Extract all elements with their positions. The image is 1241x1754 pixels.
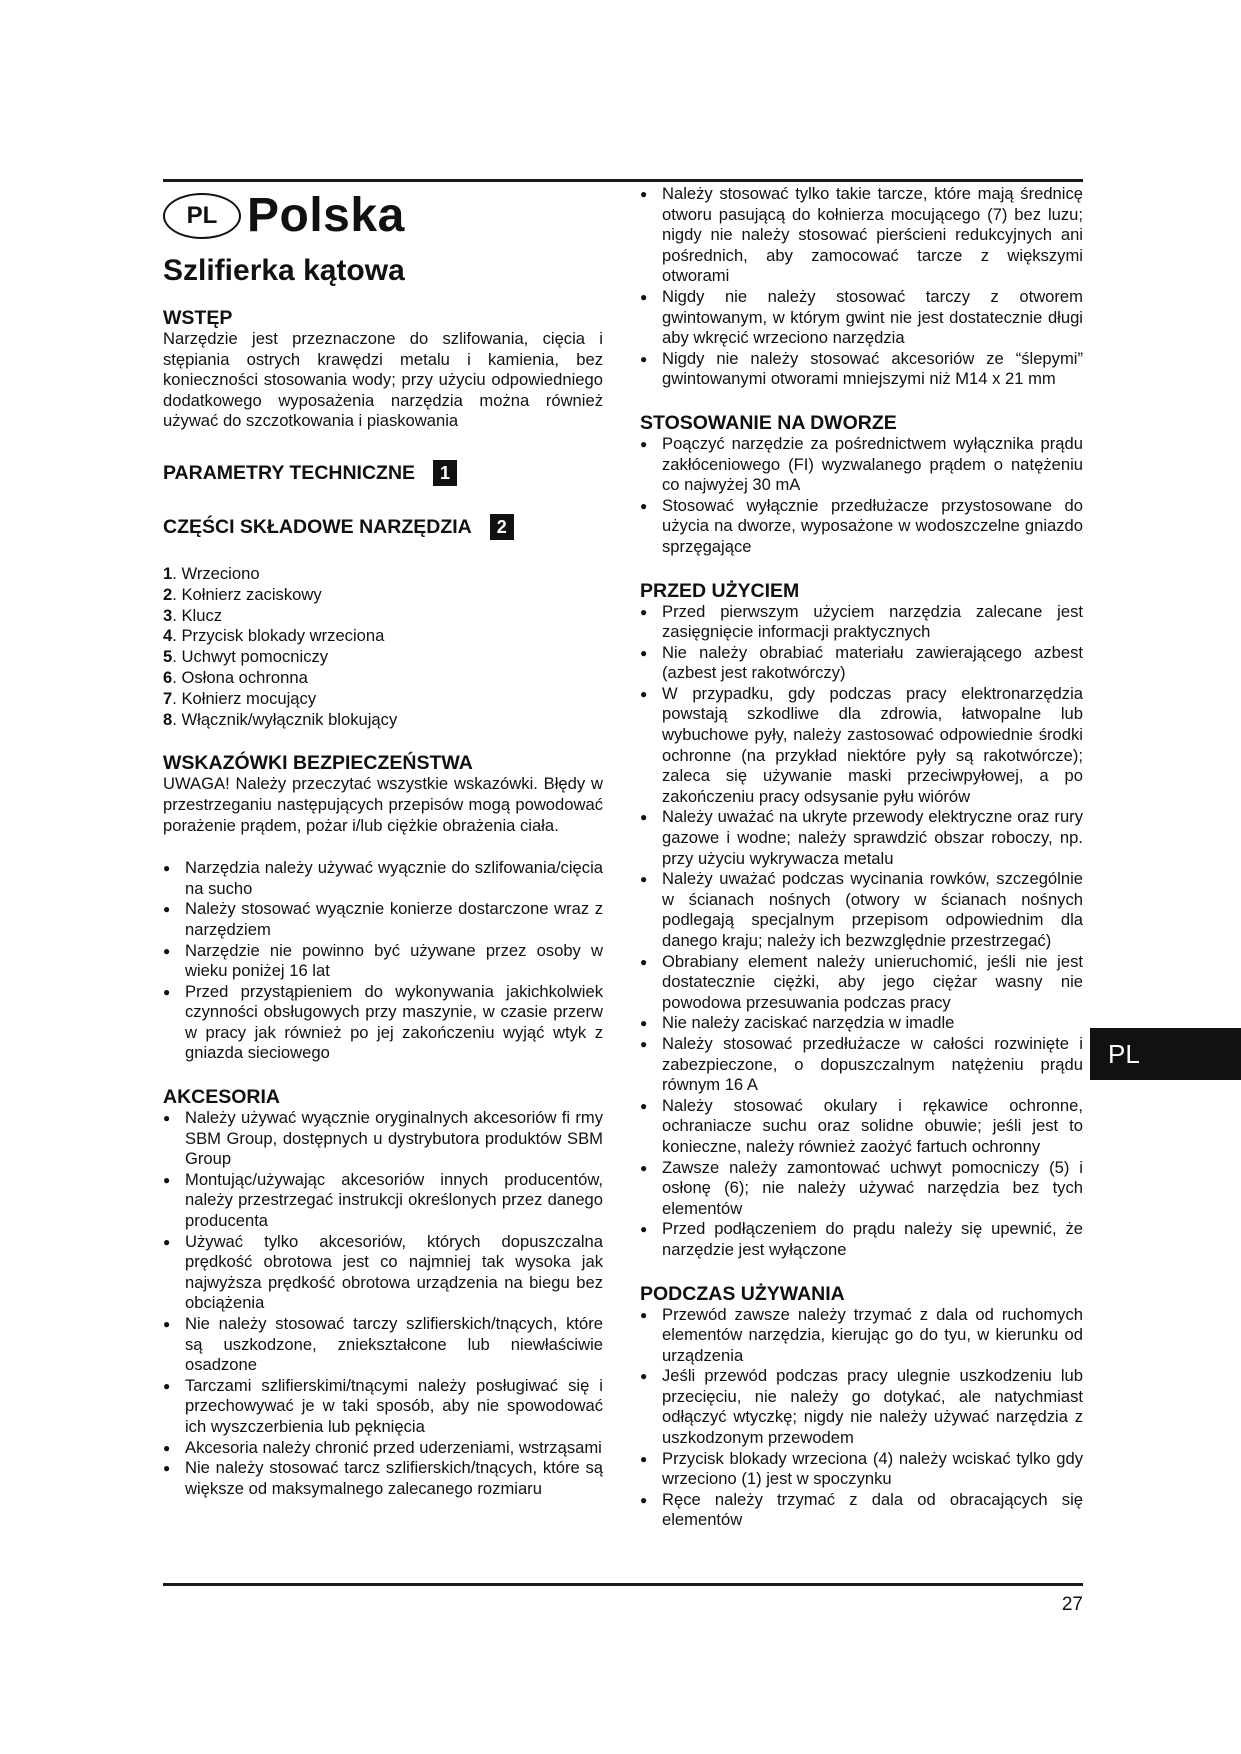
accessories-list-item: ● Należy używać wyącznie oryginalnych akcesoriów fi rmy SBM Group, dostępnych u dystrybutora produktów SBM Group [163, 1108, 603, 1170]
accessories-list-item: ● Należy stosować tylko takie tarcze, które mają średnicę otworu pasującą do kołnierza mocującego (7) bez luzu; nigdy nie należy stosować pierścieni redukcyjnych ani pośrednich, aby zamocować tarcze z większymi otworami [640, 184, 1083, 287]
before-use-list-item: ● Nie należy zaciskać narzędzia w imadle [640, 1013, 1083, 1034]
page-title: Szlifierka kątowa [163, 254, 405, 287]
before-use-list-item: ● W przypadku, gdy podczas pracy elektronarzędzia powstają szkodliwe dla zdrowia, łatwopalne lub wybuchowe pyły, należy zastosować odpowiednie środki ochronne (na przykład niektóre pyły są rakotwórcze); zaleca się używanie maski przeciwpyłowej, a po zakończeniu pracy odsysanie pyłu wiórów [640, 684, 1083, 808]
during-use-list-item: ● Przycisk blokady wrzeciona (4) należy wciskać tylko gdy wrzeciono (1) jest w spoczynku [640, 1449, 1083, 1490]
wstep-text: Narzędzie jest przeznaczone do szlifowania, cięcia i stępiania ostrych krawędzi metalu i kamienia, bez konieczności stosowania wody; przy użyciu odpowiedniego dodatkowego wyposażenia narzędzia można również używać do szczotkowania i piaskowania [163, 329, 603, 431]
before-use-list-item: ● Należy uważać podczas wycinania rowków, szczególnie w ścianach nośnych (otwory w ścianach nośnych podlegają specjalnym przepisom odpowiednim dla danego kraju; należy ich bezwzględnie przestrzegać) [640, 869, 1083, 951]
language-code-badge: PL [163, 193, 241, 239]
section-heading-przed: PRZED UŻYCIEM [640, 579, 800, 602]
right-column [640, 184, 1083, 1531]
during-use-list-item: ● Ręce należy trzymać z dala od obracających się elementów [640, 1490, 1083, 1531]
before-use-list [640, 602, 1083, 1261]
figure-reference-badge: 2 [490, 514, 514, 540]
before-use-list-item: ● Nie należy obrabiać materiału zawierającego azbest (azbest jest rakotwórczy) [640, 643, 1083, 684]
parts-list-item: 1. Wrzeciono [163, 563, 260, 583]
before-use-list-item: ● Należy stosować przedłużacze w całości rozwinięte i zabezpieczone, o dopuszczalnym natężeniu prądu równym 16 A [640, 1034, 1083, 1096]
safety-list-item: ● Narzędzie nie powinno być używane przez osoby w wieku poniżej 16 lat [163, 941, 603, 982]
outdoor-list-item: ● Stosować wyłącznie przedłużacze przystosowane do użycia na dworze, wyposażone w wodoszczelne gniazdo sprzęgające [640, 496, 1083, 558]
parts-list-item: 3. Klucz [163, 605, 223, 625]
outdoor-list [640, 434, 1083, 558]
figure-reference-badge: 1 [433, 460, 457, 486]
accessories-list-item: ● Nie należy stosować tarczy szlifierskich/tnących, które są uszkodzone, zniekształcone lub niewłaściwie osadzone [163, 1314, 603, 1376]
before-use-list-item: ● Przed pierwszym użyciem narzędzia zalecane jest zasięgnięcie informacji praktycznych [640, 602, 1083, 643]
parts-list-item: 7. Kołnierz mocujący [163, 688, 317, 708]
accessories-list-item: ● Akcesoria należy chronić przed uderzeniami, wstrząsami [163, 1438, 603, 1459]
before-use-list-item: ● Obrabiany element należy unieruchomić, jeśli nie jest dostatecznie ciężki, aby jego ciężar wasny nie powodowa przesuwania podczas pracy [640, 952, 1083, 1014]
accessories-list-item: ● Używać tylko akcesoriów, których dopuszczalna prędkość obrotowa jest co najmniej tak wysoka jak najwyższa prędkość obrotowa urządzenia na biegu bez obciążenia [163, 1232, 603, 1314]
accessories-continued-list [640, 184, 1083, 390]
accessories-list-item: ● Nigdy nie należy stosować akcesoriów ze “ślepymi” gwintowanymi otworami mniejszymi niż M14 x 21 mm [640, 349, 1083, 390]
safety-list-item: ● Należy stosować wyącznie konierze dostarczone wraz z narzędziem [163, 899, 603, 940]
accessories-list-item: ● Nie należy stosować tarcz szlifierskich/tnących, które są większe od maksymalnego zalecanego rozmiaru [163, 1458, 603, 1499]
accessories-list-item: ● Tarczami szlifierskimi/tnącymi należy posługiwać się i przechowywać je w taki sposób, aby nie spowodować ich wyszczerbienia lub pęknięcia [163, 1376, 603, 1438]
accessories-list-item: ● Montując/używając akcesoriów innych producentów, należy przestrzegać instrukcji określonych przez danego producenta [163, 1170, 603, 1232]
before-use-list-item: ● Zawsze należy zamontować uchwyt pomocniczy (5) i osłonę (6); nie należy używać narzędzia bez tych elementów [640, 1158, 1083, 1220]
section-heading-podczas: PODCZAS UŻYWANIA [640, 1282, 845, 1305]
section-heading-wskazowki: WSKAZÓWKI BEZPIECZEŃSTWA [163, 752, 473, 775]
section-heading-wstep: WSTĘP [163, 307, 233, 329]
before-use-list-item: ● Przed podłączeniem do prądu należy się upewnić, że narzędzie jest wyłączone [640, 1219, 1083, 1260]
section-heading-dwor: STOSOWANIE NA DWORZE [640, 411, 897, 434]
safety-list-item: ● Narzędzia należy używać wyącznie do szlifowania/cięcia na sucho [163, 858, 603, 899]
accessories-list-item: ● Nigdy nie należy stosować tarczy z otworem gwintowanym, w którym gwint nie jest dostatecznie długi aby wkręcić wrzeciono narzędzia [640, 287, 1083, 349]
parts-list-item: 6. Osłona ochronna [163, 667, 308, 687]
accessories-list [163, 1108, 603, 1499]
during-use-list-item: ● Jeśli przewód podczas pracy ulegnie uszkodzeniu lub przecięciu, nie należy go dotykać, ale natychmiast odłączyć wtyczkę; nigdy nie należy używać narzędzia z uszkodzonym przewodem [640, 1366, 1083, 1448]
during-use-list [640, 1305, 1083, 1532]
safety-list [163, 858, 603, 1064]
parametry-label: PARAMETRY TECHNICZNE [163, 461, 416, 484]
parts-list-item: 4. Przycisk blokady wrzeciona [163, 626, 385, 646]
language-side-tab: PL [1090, 1028, 1241, 1080]
czesci-label: CZĘŚCI SKŁADOWE NARZĘDZIA [163, 515, 472, 538]
section-heading-czesci [163, 514, 603, 540]
language-name: Polska [247, 189, 405, 242]
left-column [163, 184, 603, 1499]
safety-list-item: ● Przed przystąpieniem do wykonywania jakichkolwiek czynności obsługowych przy maszynie, w czasie przerw w pracy jak również po jej zakończeniu wyjąć wtyk z gniazda sieciowego [163, 982, 603, 1064]
section-heading-parametry [163, 460, 603, 486]
during-use-list-item: ● Przewód zawsze należy trzymać z dala od ruchomych elementów narzędzia, kierując go do tyu, w kierunku od urządzenia [640, 1305, 1083, 1367]
page-number: 27 [1061, 1594, 1083, 1615]
section-heading-akcesoria: AKCESORIA [163, 1086, 281, 1109]
language-header [163, 189, 603, 242]
before-use-list-item: ● Należy stosować okulary i rękawice ochronne, ochraniacze suchu oraz solidne obuwie; jeśli jest to konieczne, należy również zaożyć fartuch ochronny [640, 1096, 1083, 1158]
outdoor-list-item: ● Poączyć narzędzie za pośrednictwem wyłącznika prądu zakłóceniowego (FI) wyzwalanego prądem o natężeniu co najwyżej 30 mA [640, 434, 1083, 496]
top-rule [163, 179, 1083, 182]
bottom-rule [163, 1583, 1083, 1586]
wskazowki-intro: UWAGA! Należy przeczytać wszystkie wskazówki. Błędy w przestrzeganiu następujących przepisów mogą powodować porażenie prądem, pożar i/lub ciężkie obrażenia ciała. [163, 774, 603, 835]
before-use-list-item: ● Należy uważać na ukryte przewody elektryczne oraz rury gazowe i wodne; należy sprawdzić obszar roboczy, np. przy użyciu wykrywacza metalu [640, 807, 1083, 869]
parts-list-item: 2. Kołnierz zaciskowy [163, 584, 322, 604]
parts-list-item: 5. Uchwyt pomocniczy [163, 647, 329, 667]
parts-list [163, 564, 603, 730]
parts-list-item: 8. Włącznik/wyłącznik blokujący [163, 709, 398, 729]
